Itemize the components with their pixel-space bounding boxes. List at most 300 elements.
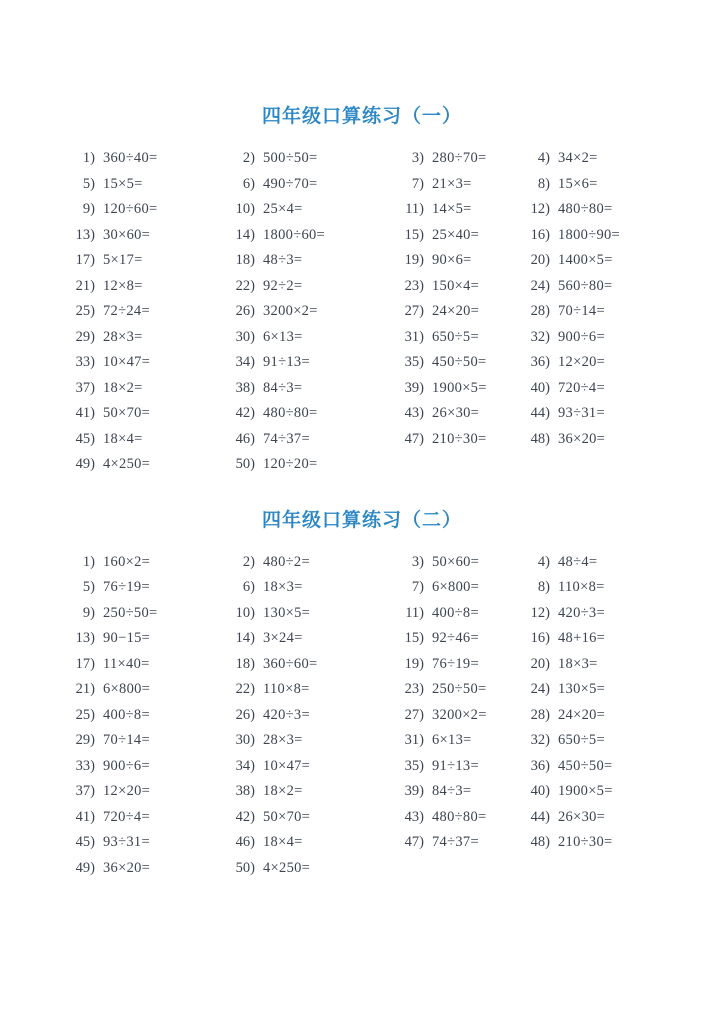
problem-expression: 10×47= <box>103 354 151 371</box>
problem-number: 13) <box>75 226 95 243</box>
problem-number: 14) <box>235 630 255 647</box>
problem-number: 41) <box>75 405 95 422</box>
problem-item <box>61 380 221 397</box>
problem-number: 36) <box>530 757 550 774</box>
problem-number: 7) <box>411 175 424 192</box>
problem-expression: 92÷2= <box>263 277 303 294</box>
problem-number: 21) <box>75 277 95 294</box>
problem-expression: 50×70= <box>263 808 311 825</box>
problem-number: 20) <box>530 252 550 269</box>
problem-item <box>61 456 221 473</box>
problem-expression: 400÷8= <box>432 604 479 621</box>
problem-item <box>516 405 690 422</box>
problem-expression: 150×4= <box>432 277 480 294</box>
problem-expression: 1800÷60= <box>263 226 326 243</box>
problem-expression: 25×4= <box>263 201 303 218</box>
problem-number: 50) <box>235 859 255 876</box>
problem-number: 2) <box>242 553 255 570</box>
problem-expression: 560÷80= <box>558 277 613 294</box>
problem-item <box>61 329 221 346</box>
problem-item <box>221 783 390 800</box>
problem-item <box>516 201 690 218</box>
problem-item <box>390 809 516 826</box>
problem-number: 44) <box>530 405 550 422</box>
problem-number: 32) <box>530 328 550 345</box>
problem-item <box>221 303 390 320</box>
problem-item <box>390 554 516 571</box>
problem-item <box>61 630 221 647</box>
problem-item <box>516 252 690 269</box>
problem-item <box>61 834 221 851</box>
problem-expression: 210÷30= <box>432 430 487 447</box>
problem-expression: 72÷24= <box>103 303 150 320</box>
problem-expression: 28×3= <box>263 732 303 749</box>
problem-item <box>516 630 690 647</box>
problem-number: 25) <box>75 706 95 723</box>
problem-expression: 3200×2= <box>432 706 487 723</box>
problem-expression: 160×2= <box>103 553 151 570</box>
problem-item <box>221 329 390 346</box>
problem-expression: 6×800= <box>103 681 151 698</box>
problem-expression: 74÷37= <box>263 430 310 447</box>
problem-item <box>221 834 390 851</box>
problem-expression: 93÷31= <box>103 834 150 851</box>
problem-expression: 21×3= <box>432 175 472 192</box>
problem-number: 4) <box>537 553 550 570</box>
problem-number: 46) <box>235 430 255 447</box>
problem-number: 30) <box>235 328 255 345</box>
problem-expression: 6×13= <box>432 732 472 749</box>
problem-item <box>221 278 390 295</box>
problem-item <box>61 354 221 371</box>
problem-number: 50) <box>235 456 255 473</box>
problem-item <box>61 732 221 749</box>
problem-expression: 130×5= <box>263 604 311 621</box>
problem-item <box>221 380 390 397</box>
problem-item <box>390 354 516 371</box>
section-one-problem-grid <box>61 146 724 478</box>
problem-number: 16) <box>530 630 550 647</box>
problem-expression: 18×3= <box>263 579 303 596</box>
problem-number: 24) <box>530 277 550 294</box>
problem-number: 47) <box>404 834 424 851</box>
problem-item <box>221 150 390 167</box>
problem-item <box>390 605 516 622</box>
problem-number: 9) <box>82 201 95 218</box>
problem-expression: 15×5= <box>103 175 143 192</box>
problem-number: 45) <box>75 834 95 851</box>
problem-item <box>390 758 516 775</box>
problem-item <box>516 303 690 320</box>
problem-item <box>61 860 221 877</box>
problem-item <box>516 227 690 244</box>
problem-number: 43) <box>404 405 424 422</box>
problem-expression: 25×40= <box>432 226 480 243</box>
problem-expression: 120÷20= <box>263 456 318 473</box>
problem-number: 49) <box>75 456 95 473</box>
problem-expression: 3200×2= <box>263 303 318 320</box>
problem-expression: 12×20= <box>558 354 606 371</box>
problem-expression: 24×20= <box>558 706 606 723</box>
problem-expression: 18×3= <box>558 655 598 672</box>
problem-expression: 400÷8= <box>103 706 150 723</box>
problem-number: 47) <box>404 430 424 447</box>
problem-number: 10) <box>235 201 255 218</box>
problem-item <box>61 278 221 295</box>
problem-expression: 48÷3= <box>263 252 303 269</box>
problem-expression: 50×70= <box>103 405 151 422</box>
problem-item <box>390 176 516 193</box>
problem-number: 34) <box>235 757 255 774</box>
problem-expression: 450÷50= <box>558 757 613 774</box>
problem-expression: 48+16= <box>558 630 606 647</box>
problem-number: 25) <box>75 303 95 320</box>
problem-item <box>516 329 690 346</box>
problem-expression: 4×250= <box>103 456 151 473</box>
problem-item <box>516 758 690 775</box>
problem-item <box>61 579 221 596</box>
problem-expression: 280÷70= <box>432 150 487 167</box>
problem-item <box>516 809 690 826</box>
problem-item <box>390 656 516 673</box>
problem-expression: 480÷80= <box>263 405 318 422</box>
problem-item <box>221 605 390 622</box>
problem-item <box>516 579 690 596</box>
problem-expression: 84÷3= <box>263 379 303 396</box>
problem-expression: 420÷3= <box>263 706 310 723</box>
problem-number: 3) <box>411 150 424 167</box>
problem-number: 29) <box>75 328 95 345</box>
problem-expression: 50×60= <box>432 553 480 570</box>
problem-number: 5) <box>82 175 95 192</box>
problem-number: 6) <box>242 175 255 192</box>
problem-number: 17) <box>75 655 95 672</box>
problem-number: 12) <box>530 201 550 218</box>
problem-item <box>61 405 221 422</box>
problem-item <box>221 176 390 193</box>
problem-number: 42) <box>235 808 255 825</box>
problem-expression: 26×30= <box>432 405 480 422</box>
problem-item <box>61 809 221 826</box>
problem-expression: 110×8= <box>558 579 605 596</box>
problem-expression: 250÷50= <box>103 604 158 621</box>
problem-number: 17) <box>75 252 95 269</box>
problem-expression: 11×40= <box>103 655 150 672</box>
problem-expression: 76÷19= <box>103 579 150 596</box>
problem-number: 42) <box>235 405 255 422</box>
problem-expression: 720÷4= <box>103 808 150 825</box>
problem-number: 38) <box>235 379 255 396</box>
problem-item <box>390 579 516 596</box>
problem-item <box>221 405 390 422</box>
problem-expression: 90−15= <box>103 630 151 647</box>
problem-expression: 36×20= <box>103 859 151 876</box>
problem-item <box>516 150 690 167</box>
problem-number: 22) <box>235 277 255 294</box>
problem-item <box>61 758 221 775</box>
problem-number: 15) <box>404 630 424 647</box>
problem-expression: 360÷60= <box>263 655 318 672</box>
problem-expression: 48÷4= <box>558 553 598 570</box>
problem-number: 48) <box>530 430 550 447</box>
problem-expression: 18×2= <box>103 379 143 396</box>
problem-expression: 720÷4= <box>558 379 605 396</box>
problem-number: 1) <box>82 150 95 167</box>
problem-expression: 91÷13= <box>432 757 479 774</box>
problem-item <box>61 431 221 448</box>
problem-number: 49) <box>75 859 95 876</box>
problem-number: 40) <box>530 379 550 396</box>
problem-number: 3) <box>411 553 424 570</box>
problem-number: 45) <box>75 430 95 447</box>
problem-item <box>61 707 221 724</box>
problem-item <box>390 227 516 244</box>
problem-item <box>61 227 221 244</box>
problem-number: 26) <box>235 706 255 723</box>
problem-expression: 92÷46= <box>432 630 479 647</box>
problem-expression: 650÷5= <box>432 328 479 345</box>
problem-expression: 74÷37= <box>432 834 479 851</box>
problem-expression: 360÷40= <box>103 150 158 167</box>
problem-expression: 490÷70= <box>263 175 318 192</box>
problem-expression: 70÷14= <box>103 732 150 749</box>
problem-number: 20) <box>530 655 550 672</box>
problem-expression: 480÷2= <box>263 553 310 570</box>
problem-item <box>221 227 390 244</box>
problem-item <box>221 707 390 724</box>
problem-number: 14) <box>235 226 255 243</box>
problem-item <box>390 630 516 647</box>
problem-number: 35) <box>404 354 424 371</box>
problem-item <box>61 303 221 320</box>
problem-number: 34) <box>235 354 255 371</box>
problem-item <box>516 732 690 749</box>
problem-expression: 90×6= <box>432 252 472 269</box>
problem-expression: 110×8= <box>263 681 310 698</box>
problem-number: 4) <box>537 150 550 167</box>
problem-item <box>390 303 516 320</box>
problem-item <box>516 176 690 193</box>
problem-item <box>516 605 690 622</box>
problem-item <box>390 150 516 167</box>
problem-expression: 900÷6= <box>558 328 605 345</box>
problem-expression: 450÷50= <box>432 354 487 371</box>
problem-number: 26) <box>235 303 255 320</box>
problem-expression: 420÷3= <box>558 604 605 621</box>
problem-item <box>390 783 516 800</box>
problem-expression: 84÷3= <box>432 783 472 800</box>
problem-number: 38) <box>235 783 255 800</box>
problem-expression: 4×250= <box>263 859 311 876</box>
problem-number: 28) <box>530 303 550 320</box>
problem-expression: 93÷31= <box>558 405 605 422</box>
problem-number: 31) <box>404 732 424 749</box>
problem-number: 28) <box>530 706 550 723</box>
problem-number: 7) <box>411 579 424 596</box>
problem-number: 23) <box>404 277 424 294</box>
problem-number: 12) <box>530 604 550 621</box>
problem-item <box>390 681 516 698</box>
problem-item <box>516 783 690 800</box>
problem-number: 13) <box>75 630 95 647</box>
problem-item <box>221 809 390 826</box>
problem-expression: 30×60= <box>103 226 151 243</box>
problem-expression: 250÷50= <box>432 681 487 698</box>
problem-number: 19) <box>404 252 424 269</box>
problem-number: 23) <box>404 681 424 698</box>
problem-item <box>390 201 516 218</box>
problem-item <box>516 354 690 371</box>
problem-expression: 1900×5= <box>432 379 487 396</box>
problem-item <box>390 834 516 851</box>
problem-number: 41) <box>75 808 95 825</box>
problem-item <box>221 681 390 698</box>
problem-number: 29) <box>75 732 95 749</box>
problem-item <box>516 431 690 448</box>
problem-number: 22) <box>235 681 255 698</box>
problem-number: 46) <box>235 834 255 851</box>
problem-item <box>221 431 390 448</box>
problem-number: 8) <box>537 175 550 192</box>
problem-expression: 18×4= <box>263 834 303 851</box>
problem-expression: 14×5= <box>432 201 472 218</box>
problem-number: 36) <box>530 354 550 371</box>
section-one-title: 四年级口算练习（一） <box>261 106 462 127</box>
problem-expression: 26×30= <box>558 808 606 825</box>
worksheet-section-one <box>0 104 724 478</box>
problem-number: 27) <box>404 706 424 723</box>
problem-expression: 480÷80= <box>558 201 613 218</box>
problem-number: 43) <box>404 808 424 825</box>
problem-item <box>221 554 390 571</box>
problem-expression: 12×20= <box>103 783 151 800</box>
problem-number: 32) <box>530 732 550 749</box>
problem-number: 35) <box>404 757 424 774</box>
problem-item <box>390 252 516 269</box>
problem-expression: 6×13= <box>263 328 303 345</box>
problem-item <box>61 201 221 218</box>
problem-item <box>221 860 390 877</box>
problem-number: 9) <box>82 604 95 621</box>
problem-item <box>221 354 390 371</box>
problem-item <box>390 707 516 724</box>
problem-item <box>61 252 221 269</box>
problem-expression: 24×20= <box>432 303 480 320</box>
problem-item <box>61 656 221 673</box>
problem-item <box>390 431 516 448</box>
problem-item <box>390 732 516 749</box>
problem-item <box>390 380 516 397</box>
problem-number: 5) <box>82 579 95 596</box>
problem-number: 31) <box>404 328 424 345</box>
problem-expression: 18×2= <box>263 783 303 800</box>
problem-number: 37) <box>75 783 95 800</box>
problem-expression: 210÷30= <box>558 834 613 851</box>
section-two-title: 四年级口算练习（二） <box>261 509 462 531</box>
problem-item <box>390 329 516 346</box>
problem-number: 16) <box>530 226 550 243</box>
problem-item <box>516 656 690 673</box>
problem-expression: 480÷80= <box>432 808 487 825</box>
problem-number: 11) <box>405 604 424 621</box>
worksheet-section-two <box>0 508 724 882</box>
problem-item <box>221 456 390 473</box>
problem-number: 1) <box>82 553 95 570</box>
problem-expression: 1900×5= <box>558 783 613 800</box>
problem-expression: 76÷19= <box>432 655 479 672</box>
problem-number: 18) <box>235 655 255 672</box>
problem-expression: 6×800= <box>432 579 480 596</box>
problem-number: 21) <box>75 681 95 698</box>
problem-number: 39) <box>404 783 424 800</box>
problem-expression: 900÷6= <box>103 757 150 774</box>
problem-item <box>221 758 390 775</box>
problem-number: 18) <box>235 252 255 269</box>
problem-expression: 10×47= <box>263 757 311 774</box>
problem-number: 24) <box>530 681 550 698</box>
problem-item <box>390 278 516 295</box>
problem-number: 33) <box>75 354 95 371</box>
problem-number: 40) <box>530 783 550 800</box>
problem-item <box>221 579 390 596</box>
problem-expression: 650÷5= <box>558 732 605 749</box>
problem-expression: 130×5= <box>558 681 606 698</box>
problem-expression: 3×24= <box>263 630 303 647</box>
problem-number: 19) <box>404 655 424 672</box>
problem-number: 6) <box>242 579 255 596</box>
problem-item <box>516 681 690 698</box>
problem-item <box>516 554 690 571</box>
problem-number: 10) <box>235 604 255 621</box>
problem-item <box>221 732 390 749</box>
problem-number: 44) <box>530 808 550 825</box>
problem-expression: 15×6= <box>558 175 598 192</box>
section-two-problem-grid <box>61 550 724 882</box>
problem-expression: 28×3= <box>103 328 143 345</box>
problem-item <box>516 278 690 295</box>
problem-number: 37) <box>75 379 95 396</box>
problem-item <box>221 201 390 218</box>
problem-item <box>61 150 221 167</box>
problem-expression: 12×8= <box>103 277 143 294</box>
problem-expression: 36×20= <box>558 430 606 447</box>
problem-number: 30) <box>235 732 255 749</box>
problem-number: 27) <box>404 303 424 320</box>
problem-item <box>61 681 221 698</box>
problem-number: 11) <box>405 201 424 218</box>
problem-item <box>221 252 390 269</box>
problem-number: 15) <box>404 226 424 243</box>
problem-item <box>390 405 516 422</box>
problem-expression: 1800÷90= <box>558 226 621 243</box>
problem-item <box>61 176 221 193</box>
problem-item <box>221 630 390 647</box>
problem-expression: 18×4= <box>103 430 143 447</box>
problem-number: 8) <box>537 579 550 596</box>
problem-expression: 5×17= <box>103 252 143 269</box>
problem-item <box>516 707 690 724</box>
problem-expression: 34×2= <box>558 150 598 167</box>
problem-item <box>221 656 390 673</box>
problem-expression: 91÷13= <box>263 354 310 371</box>
problem-item <box>516 834 690 851</box>
problem-expression: 70÷14= <box>558 303 605 320</box>
problem-number: 33) <box>75 757 95 774</box>
problem-item <box>516 380 690 397</box>
problem-expression: 500÷50= <box>263 150 318 167</box>
problem-expression: 120÷60= <box>103 201 158 218</box>
problem-item <box>61 783 221 800</box>
